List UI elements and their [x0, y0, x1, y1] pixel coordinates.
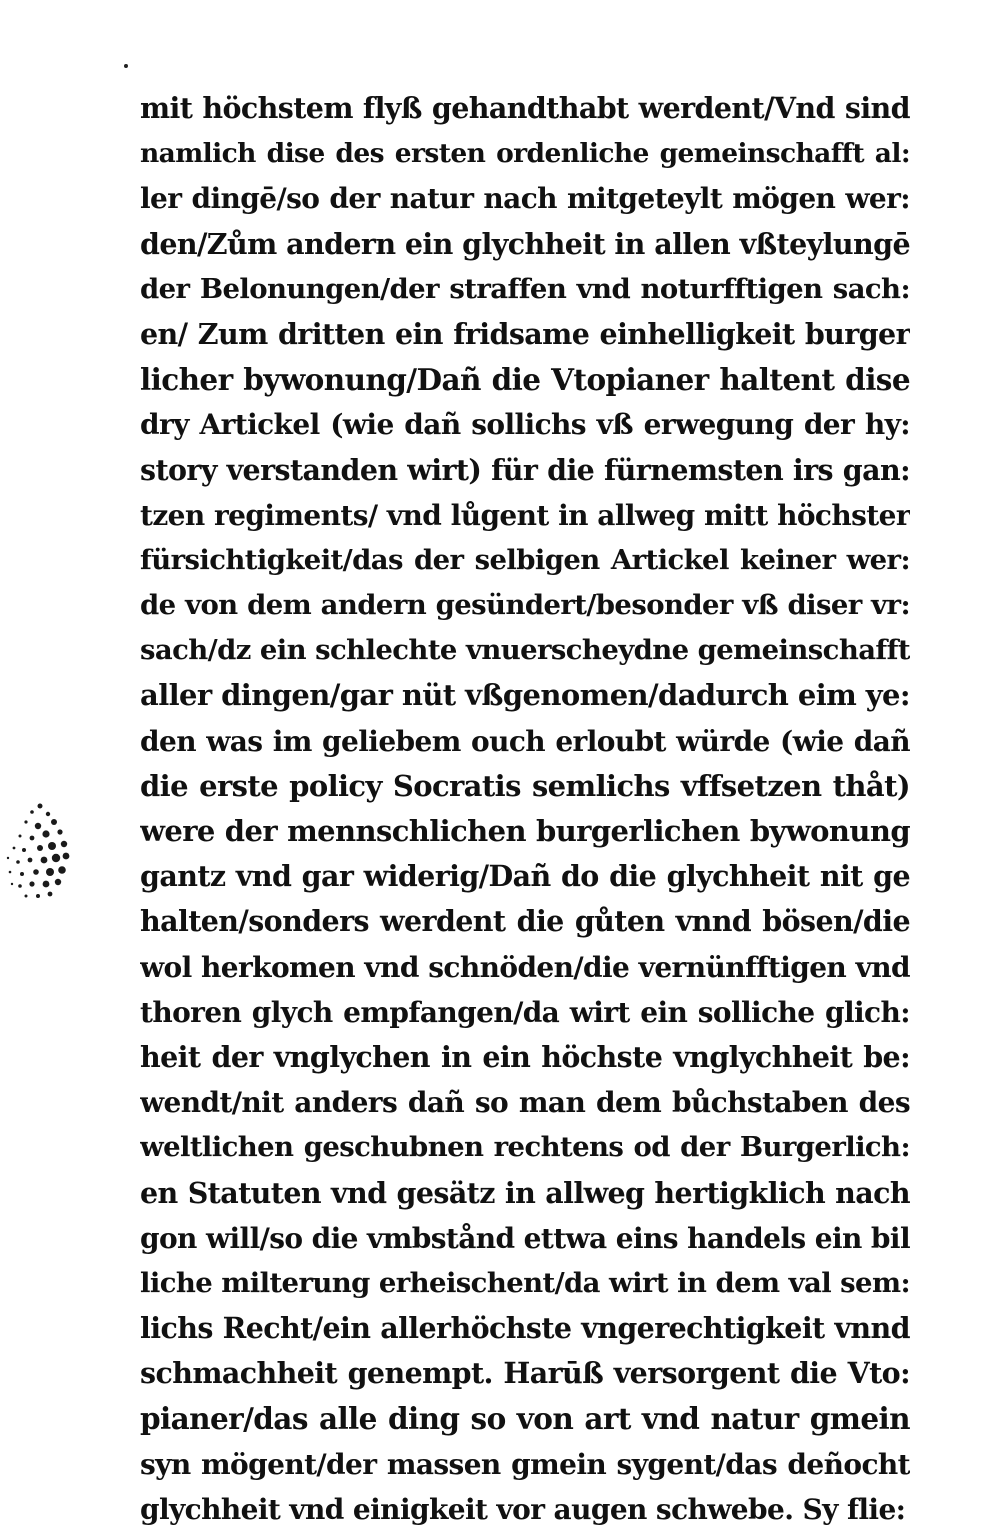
ink-dot-mark — [124, 64, 128, 68]
text-line: gantz vnd gar widerig/Dañ do die glychheit nit ge — [140, 859, 910, 894]
text-line: thoren glych empfangen/da wirt ein solliche glich: — [140, 995, 910, 1029]
text-line: sach/dz ein schlechte vnuerscheydne gemeinschafft — [140, 634, 910, 667]
text-line: glychheit vnd einigkeit vor augen schwebe. Sy flie: — [140, 1492, 906, 1526]
text-line: gon will/so die vmbstånd ettwa eins handels ein bil — [140, 1221, 910, 1255]
text-line: licher bywonung/Dañ die Vtopianer haltent dise — [140, 362, 910, 398]
text-line: dry Artickel (wie dañ sollichs vß erwegung der hy: — [140, 408, 910, 442]
text-line: wol herkomen vnd schnöden/die vernünfftigen vnd — [140, 950, 910, 984]
text-line: en/ Zum dritten ein fridsame einhelligkeit burger — [140, 316, 910, 351]
ink-blot-mark — [2, 792, 78, 904]
text-line: halten/sonders werdent die gůten vnnd bösen/die — [140, 904, 910, 939]
text-line: namlich dise des ersten ordenliche gemeinschafft al: — [140, 138, 910, 170]
text-line: fürsichtigkeit/das der selbigen Artickel keiner wer: — [140, 543, 910, 576]
text-line: wendt/nit anders dañ so man dem bůchstaben des — [140, 1086, 910, 1120]
text-line: en Statuten vnd gesätz in allweg hertigklich nach — [140, 1175, 910, 1210]
text-line: mit höchstem flyß gehandthabt werdent/Vnd sind — [140, 91, 910, 125]
text-line: heit der vnglychen in ein höchste vnglychheit be: — [140, 1039, 910, 1074]
text-line: schmachheit genempt. Harūß versorgent die Vto: — [140, 1356, 910, 1391]
text-line: ler dingē/so der natur nach mitgeteylt mögen wer: — [140, 182, 910, 216]
text-line: story verstanden wirt) für die fürnemsten irs gan: — [140, 452, 910, 487]
text-line: aller dingen/gar nüt vßgenomen/dadurch eim ye: — [140, 678, 910, 713]
text-line: were der mennschlichen burgerlichen bywonung — [140, 814, 910, 848]
text-line: tzen regiments/ vnd lůgent in allweg mitt höchster — [140, 498, 910, 532]
body-text-block — [140, 86, 910, 1532]
text-line: de von dem andern gesündert/besonder vß diser vr: — [140, 589, 910, 622]
text-line: pianer/das alle ding so von art vnd natur gmein — [140, 1401, 910, 1437]
text-line: liche milterung erheischent/da wirt in dem val sem: — [140, 1266, 910, 1299]
text-line: weltlichen geschubnen rechtens od der Burgerlich: — [140, 1131, 910, 1164]
text-line: lichs Recht/ein allerhöchste vngerechtigkeit vnnd — [140, 1311, 910, 1346]
text-line: der Belonungen/der straffen vnd noturfftigen sach: — [140, 272, 910, 305]
text-line: syn mögent/der massen gmein sygent/das deñocht — [140, 1447, 910, 1481]
text-line: den/Zům andern ein glychheit in allen vßteylungē — [140, 226, 910, 261]
text-line: die erste policy Socratis semlichs vffsetzen thåt) — [140, 768, 910, 803]
text-line: den was im geliebem ouch erloubt würde (wie dañ — [140, 724, 910, 758]
